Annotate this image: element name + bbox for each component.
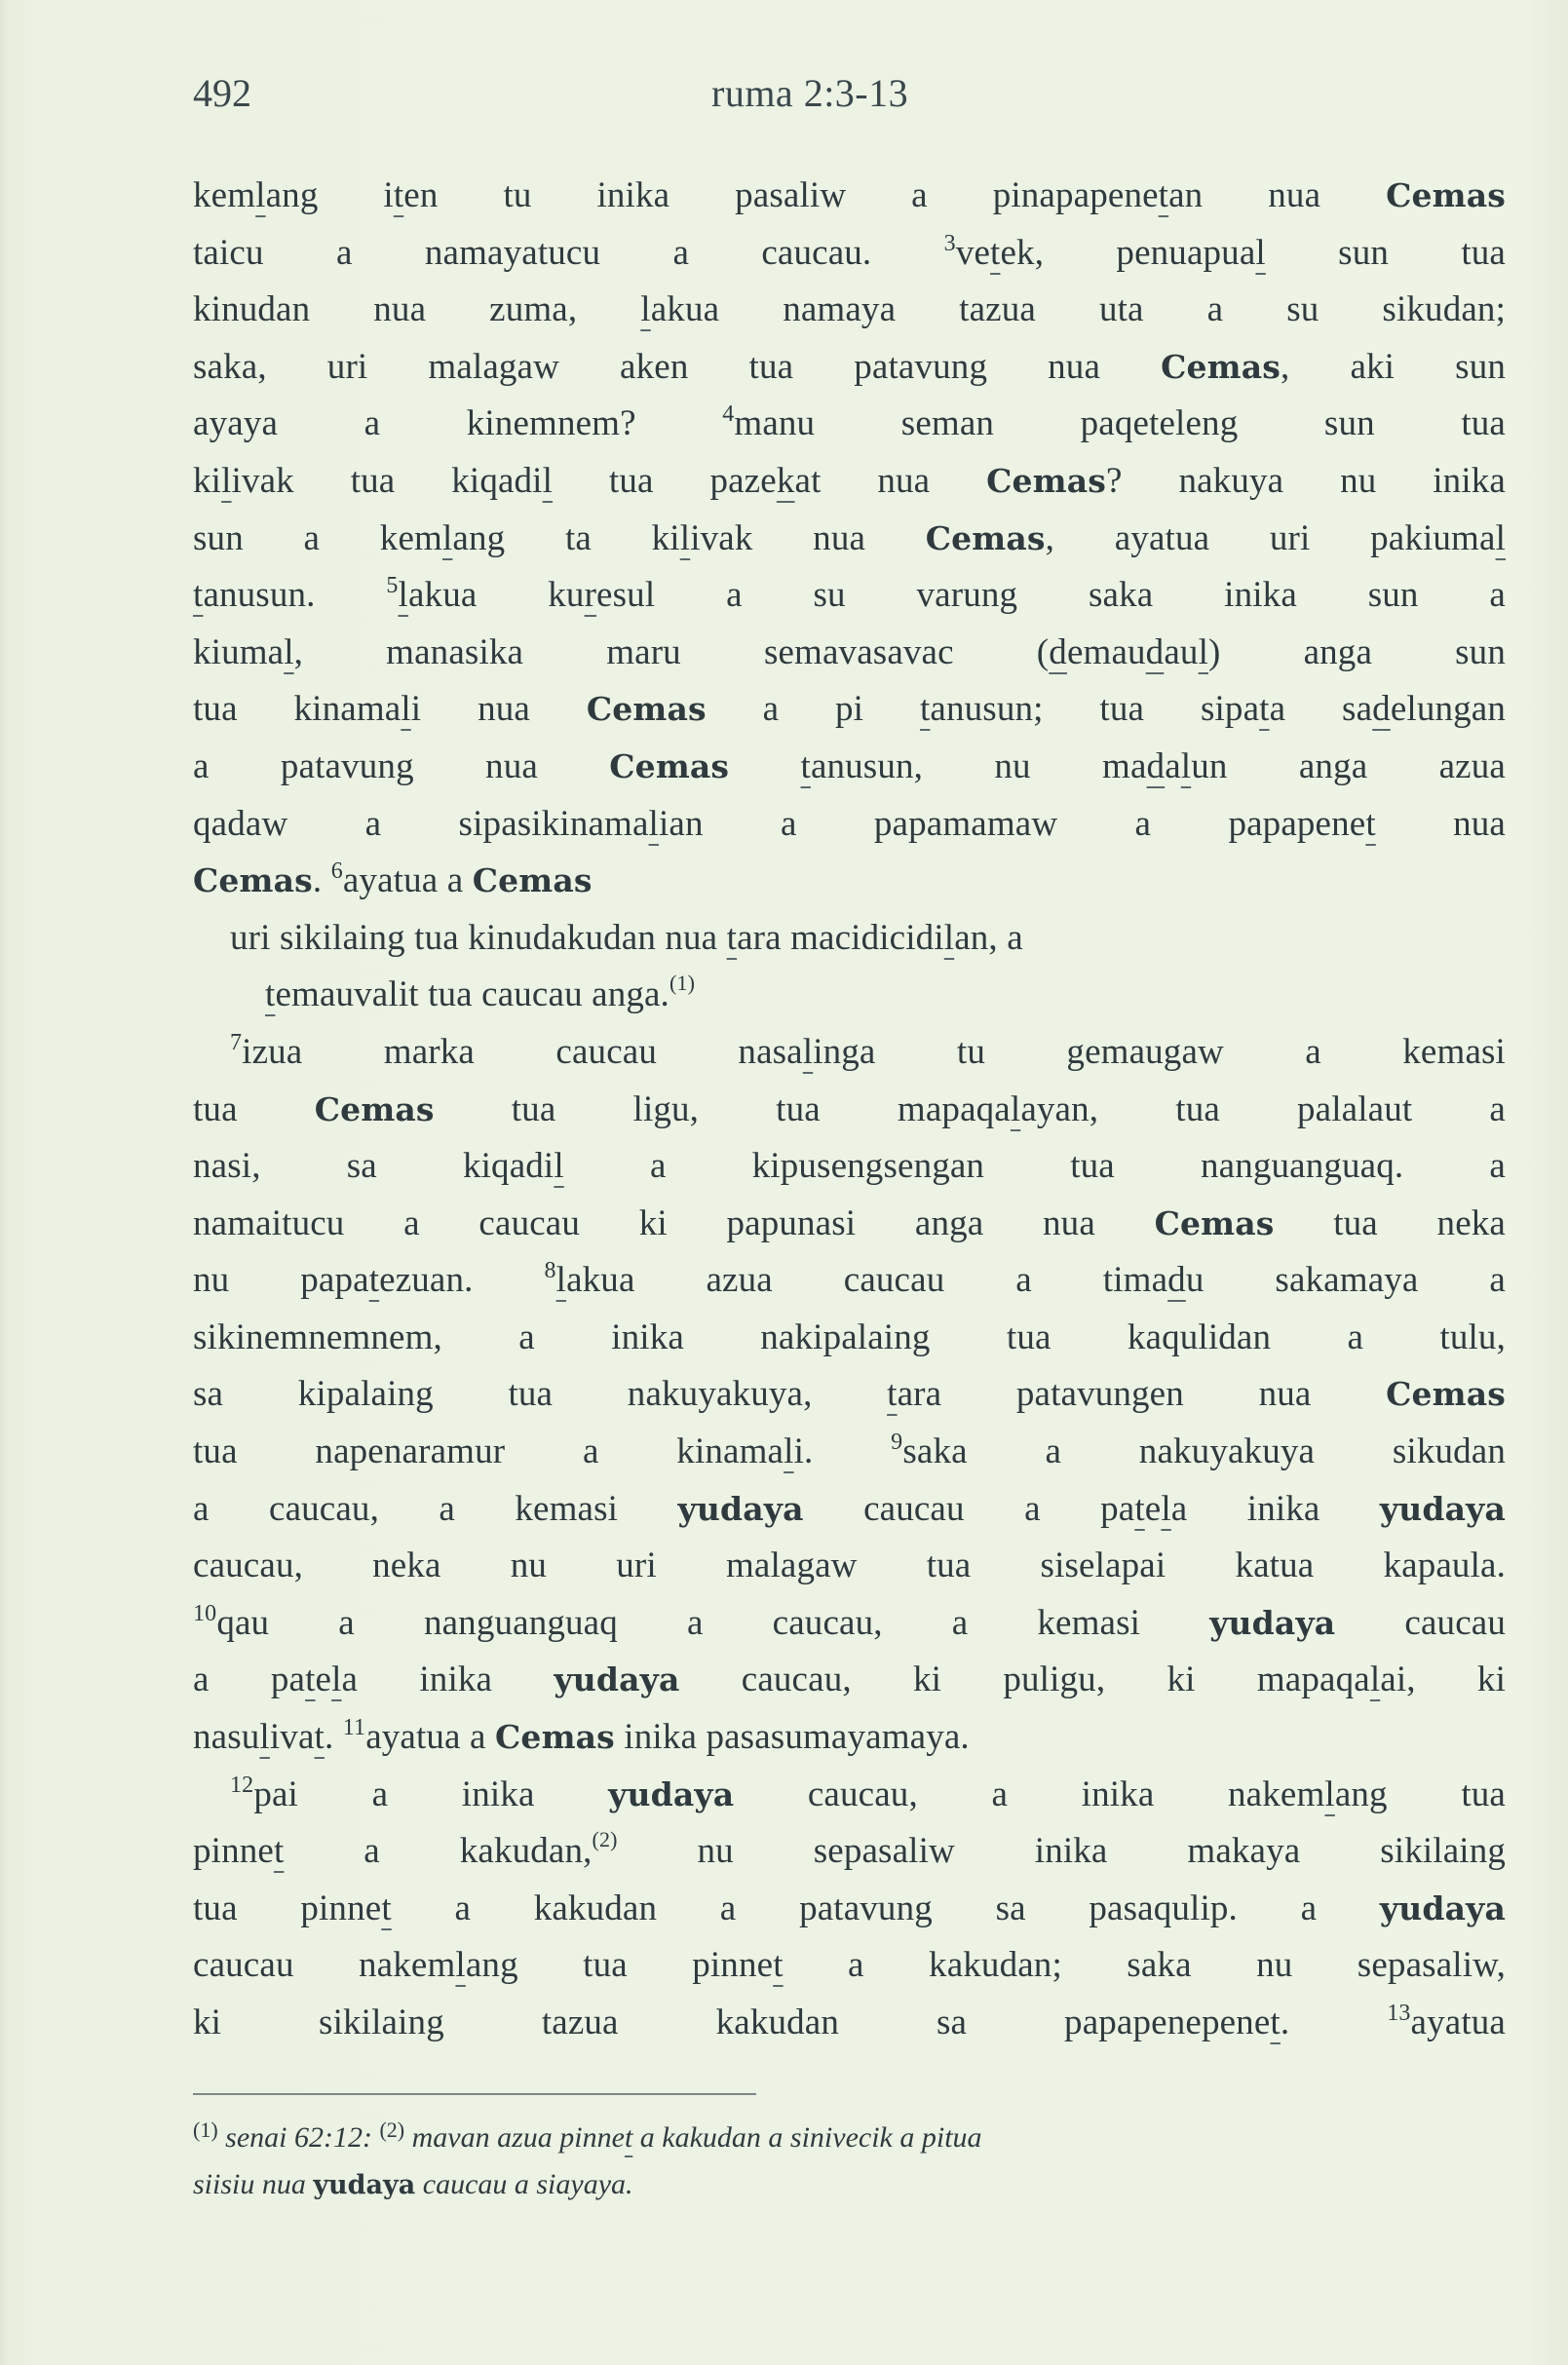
text-run: ivak nua — [690, 517, 926, 558]
text-run: ai, ki — [1380, 1659, 1507, 1700]
text-run: ve — [955, 232, 991, 273]
underlined-letter: l — [542, 460, 554, 501]
text-run: saka, uri malagaw aken tua patavung nua — [193, 346, 1162, 387]
text-line — [193, 910, 1506, 968]
verse-number: 11 — [342, 1715, 366, 1741]
underlined-letter: l — [784, 1431, 794, 1472]
verse-number: 4 — [722, 401, 735, 428]
text-line — [193, 1595, 1506, 1653]
footnote-marker: (2) — [592, 1827, 618, 1852]
underlined-letter: t — [990, 232, 1001, 273]
text-run: au — [1164, 631, 1199, 672]
underlined-letter: l — [802, 1031, 814, 1072]
underlined-letter: t — [381, 1888, 392, 1928]
text-run: a kakudan, — [284, 1831, 593, 1872]
bold-term: Cemas — [986, 461, 1107, 500]
underlined-letter: t — [1259, 689, 1270, 730]
text-run: manu seman paqeteleng sun tua — [734, 403, 1506, 444]
text-run: a kipusengsengan tua nanguanguaq. a — [563, 1146, 1507, 1187]
text-run: an, a — [954, 917, 1023, 958]
text-run: akua ku — [407, 575, 585, 616]
text-run: un anga azua — [1191, 745, 1506, 786]
text-run: a kakudan a patavung sa pasaqulip. a — [391, 1888, 1380, 1928]
text-line — [193, 168, 1506, 225]
text-run: kiuma — [193, 631, 285, 672]
verse-number: 8 — [544, 1258, 556, 1284]
bold-term: Cemas — [193, 861, 313, 900]
underlined-letter: t — [1158, 175, 1169, 215]
text-line — [193, 796, 1506, 854]
footnote-line — [193, 2115, 1506, 2161]
text-line — [193, 511, 1506, 568]
text-run: tua pinne — [193, 1888, 382, 1928]
underlined-letter: d — [1167, 1260, 1186, 1301]
footnote-marker: (2) — [379, 2117, 405, 2142]
page-number: 492 — [193, 71, 251, 115]
underlined-letter: k — [776, 460, 795, 501]
underlined-letter: t — [393, 175, 404, 215]
verse-number: 10 — [193, 1600, 217, 1626]
text-run: ek, penuapua — [1000, 232, 1256, 273]
text-line — [193, 1538, 1506, 1595]
text-run: ayaya a kinemnem? — [193, 403, 723, 444]
text-run: anusun; tua sipa — [930, 689, 1260, 730]
underlined-letter: t — [624, 2121, 633, 2154]
text-run: a kakudan a sinivecik a pitua — [632, 2121, 982, 2154]
text-run: caucau a siayaya. — [415, 2168, 633, 2200]
footnote-line — [193, 2161, 1506, 2208]
text-run: caucau, ki puligu, ki mapaqa — [679, 1659, 1370, 1700]
text-run: ayan, tua palalaut a — [1020, 1088, 1506, 1129]
text-line — [193, 1937, 1506, 1995]
text-line — [193, 396, 1506, 453]
text-line — [193, 1652, 1506, 1709]
footnote-rule — [193, 2093, 756, 2095]
text-run: ang tua — [1334, 1774, 1506, 1814]
text-line — [193, 1424, 1506, 1481]
verse-number: 3 — [943, 230, 956, 256]
text-run: tua napenaramur a kinama — [193, 1431, 784, 1472]
bold-term: yudaya — [313, 2170, 416, 2200]
text-run: a inika — [1170, 1488, 1380, 1529]
text-run: an nua — [1168, 175, 1387, 215]
bold-term: Cemas — [1386, 1375, 1506, 1414]
text-run: a sa — [1269, 689, 1373, 730]
text-run: nu sepasaliw inika makaya sikilaing — [617, 1831, 1507, 1872]
text-run: ang ta ki — [452, 517, 680, 558]
text-run: a pi — [706, 689, 920, 730]
text-run: akua azua caucau a tima — [566, 1260, 1168, 1301]
text-run: tua — [193, 1088, 315, 1129]
text-run: inga tu gemaugaw a kemasi — [813, 1031, 1506, 1072]
text-run: nasi, sa kiqadi — [193, 1146, 555, 1187]
verse-number: 5 — [386, 573, 399, 599]
underlined-letter: l — [221, 460, 232, 501]
underlined-letter: t — [193, 575, 204, 616]
text-run: e — [315, 1659, 332, 1700]
text-run: ayatua a — [365, 1717, 496, 1758]
text-run: pai a inika — [253, 1774, 609, 1814]
verse-number: 9 — [891, 1430, 903, 1456]
underlined-letter: l — [441, 517, 453, 558]
text-run: siisiu nua — [193, 2168, 314, 2200]
underlined-letter: d — [1372, 689, 1391, 730]
text-run: caucau, neka nu uri malagaw tua siselapai katua kapaula. — [193, 1545, 1506, 1586]
text-run: ezuan. — [379, 1260, 545, 1301]
text-run: , manasika maru semavasavac ( — [293, 631, 1050, 672]
underlined-letter: t — [800, 745, 811, 786]
text-run: sa kipalaing tua nakuyakuya, — [193, 1374, 888, 1415]
chapter-reference: ruma 2:3-13 — [711, 71, 909, 115]
text-run: senai 62:12: — [217, 2121, 380, 2154]
text-run: caucau nakem — [193, 1945, 456, 1986]
text-run: . — [312, 860, 331, 901]
verse-number: 7 — [230, 1029, 243, 1055]
text-run: e — [1144, 1488, 1162, 1529]
verse-number: 13 — [1387, 2001, 1411, 2026]
text-line — [193, 967, 1506, 1024]
text-run: sun a kem — [193, 517, 442, 558]
text-run: caucau — [1335, 1602, 1507, 1643]
text-run: mavan azua pinne — [404, 2121, 625, 2154]
bold-term: Cemas — [609, 746, 730, 785]
underlined-letter: l — [398, 575, 408, 616]
underlined-letter: r — [584, 575, 597, 616]
text-line — [193, 282, 1506, 339]
bold-term: Cemas — [314, 1089, 435, 1128]
text-run: ayatua a — [342, 860, 473, 901]
text-run: ayatua — [1410, 2003, 1506, 2042]
scripture-text — [193, 168, 1506, 2052]
text-run: caucau a pa — [803, 1488, 1135, 1529]
underlined-letter: l — [401, 689, 411, 730]
text-line — [193, 739, 1506, 796]
underlined-letter: t — [1365, 803, 1376, 844]
underlined-letter: t — [368, 1260, 380, 1301]
bold-term: Cemas — [1161, 347, 1281, 386]
bold-term: Cemas — [925, 518, 1046, 557]
text-run: ki — [193, 460, 222, 501]
underlined-letter: t — [265, 974, 276, 1015]
text-run: qadaw a sipasikinama — [193, 803, 649, 844]
underlined-letter: l — [284, 631, 294, 672]
underlined-letter: l — [255, 175, 266, 215]
text-run: tua paze — [553, 460, 777, 501]
text-run: emau — [1066, 631, 1146, 672]
bold-term: Cemas — [1386, 176, 1506, 214]
text-line — [193, 1138, 1506, 1196]
text-run: ? nakuya nu inika — [1106, 460, 1506, 501]
underlined-letter: d — [1049, 631, 1067, 672]
text-line — [193, 1252, 1506, 1310]
bold-term: yudaya — [1379, 1489, 1507, 1528]
bold-term: yudaya — [1209, 1603, 1336, 1642]
underlined-letter: t — [1270, 2003, 1281, 2042]
text-run: ang tua pinne — [465, 1945, 774, 1986]
text-line — [193, 225, 1506, 283]
underlined-letter: t — [726, 917, 738, 958]
underlined-letter: l — [679, 517, 691, 558]
verse-number: 12 — [230, 1772, 254, 1798]
text-line — [193, 625, 1506, 682]
footnotes — [193, 2115, 1506, 2208]
text-run: ang i — [265, 175, 394, 215]
text-run: ara macidicidi — [737, 917, 944, 958]
underlined-letter: d — [1146, 745, 1166, 786]
underlined-letter: t — [919, 689, 931, 730]
text-run: taicu a namayatucu a caucau. — [193, 232, 944, 273]
underlined-letter: l — [1255, 232, 1266, 273]
text-run: kinudan nua zuma, — [193, 289, 641, 330]
underlined-letter: l — [555, 1260, 567, 1301]
text-run: sikinemnemnem, a inika nakipalaing tua kaqulidan a tulu, — [193, 1316, 1506, 1357]
underlined-letter: l — [1324, 1774, 1335, 1814]
text-run: a — [1165, 745, 1181, 786]
text-run: saka a nakuyakuya sikudan — [902, 1431, 1506, 1472]
text-line — [193, 339, 1506, 397]
underlined-letter: l — [1198, 631, 1208, 672]
underlined-letter: l — [455, 1945, 466, 1986]
text-run: i. — [793, 1431, 892, 1472]
text-run: nu papa — [193, 1260, 369, 1301]
text-run: ) anga sun — [1208, 631, 1506, 672]
text-run: nasu — [193, 1717, 260, 1758]
text-line — [193, 1881, 1506, 1938]
underlined-letter: t — [273, 1831, 285, 1872]
bold-term: Cemas — [472, 861, 593, 900]
text-run: akua namaya tazua uta a su sikudan; — [650, 289, 1507, 330]
footnote-marker: (1) — [669, 971, 696, 996]
text-run: anusun. — [203, 575, 387, 616]
underlined-letter: t — [773, 1945, 784, 1986]
underlined-letter: t — [305, 1659, 316, 1700]
text-run: u sakamaya a — [1185, 1260, 1506, 1301]
running-head — [193, 70, 1506, 119]
bold-term: yudaya — [677, 1489, 804, 1528]
text-run: nua — [1375, 803, 1506, 844]
text-line — [193, 1366, 1506, 1424]
text-run: a caucau, a kemasi — [193, 1488, 678, 1529]
text-run: tua neka — [1274, 1202, 1506, 1243]
text-run: a inika — [341, 1659, 555, 1700]
text-run: a patavung nua — [193, 745, 610, 786]
text-run: tua kinama — [193, 689, 402, 730]
text-line — [193, 853, 1506, 910]
text-run: en tu inika pasaliw a pinapapene — [403, 175, 1159, 215]
underlined-letter: l — [1010, 1088, 1021, 1129]
underlined-letter: d — [1145, 631, 1165, 672]
text-run: a pa — [193, 1659, 306, 1700]
text-line — [193, 681, 1506, 739]
text-run: tua ligu, tua mapaqa — [434, 1088, 1011, 1129]
text-line — [193, 1196, 1506, 1253]
text-run: iva — [269, 1717, 315, 1758]
text-run: uri sikilaing tua kinudakudan nua — [230, 917, 727, 958]
text-line — [193, 1823, 1506, 1881]
text-run: , ayatua uri pakiuma — [1045, 517, 1496, 558]
text-run: emauvalit tua caucau anga. — [275, 974, 669, 1015]
underlined-letter: l — [1180, 745, 1192, 786]
text-run: a kakudan; saka nu sepasaliw, — [783, 1945, 1507, 1986]
text-line — [193, 1082, 1506, 1139]
text-run: qau a nanguanguaq a caucau, a kemasi — [216, 1602, 1210, 1643]
underlined-letter: t — [887, 1374, 898, 1415]
text-run: ivak tua kiqadi — [231, 460, 543, 501]
text-run: inika pasasumayamaya. — [614, 1717, 970, 1758]
text-line — [193, 1767, 1506, 1824]
text-run: . — [1280, 2003, 1388, 2042]
text-run: kem — [193, 175, 256, 215]
text-run: caucau, a inika nakem — [734, 1774, 1325, 1814]
bold-term: yudaya — [608, 1774, 735, 1813]
bold-term: Cemas — [495, 1718, 615, 1757]
text-run: ara patavungen nua — [897, 1374, 1387, 1415]
text-line — [193, 1310, 1506, 1367]
underlined-letter: l — [259, 1717, 270, 1758]
underlined-letter: l — [554, 1146, 564, 1187]
text-run: pinne — [193, 1831, 274, 1872]
underlined-letter: t — [314, 1717, 325, 1758]
underlined-letter: l — [1495, 517, 1507, 558]
bold-term: yudaya — [1379, 1888, 1507, 1927]
underlined-letter: l — [1161, 1488, 1171, 1529]
text-run: i nua — [410, 689, 587, 730]
underlined-letter: l — [331, 1659, 342, 1700]
underlined-letter: l — [943, 917, 955, 958]
text-run: . — [324, 1717, 343, 1758]
text-line — [193, 1709, 1506, 1767]
text-run: anusun, nu ma — [810, 745, 1147, 786]
text-run: sun tua — [1265, 232, 1506, 273]
underlined-letter: l — [648, 803, 659, 844]
text-line — [193, 1024, 1506, 1082]
text-line — [193, 1995, 1506, 2052]
text-run: , aki sun — [1280, 346, 1506, 387]
underlined-letter: t — [1134, 1488, 1145, 1529]
text-run: izua marka caucau nasa — [242, 1031, 803, 1072]
verse-number: 6 — [330, 858, 343, 885]
bold-term: Cemas — [586, 690, 707, 729]
text-line — [193, 567, 1506, 625]
text-line — [193, 453, 1506, 511]
text-run: elungan — [1390, 689, 1506, 730]
text-run: esul a su varung saka inika sun a — [596, 575, 1506, 616]
text-run: namaitucu a caucau ki papunasi anga nua — [193, 1202, 1155, 1243]
footnote-marker: (1) — [193, 2117, 218, 2142]
underlined-letter: l — [1369, 1659, 1381, 1700]
bold-term: Cemas — [1154, 1203, 1275, 1242]
text-run: at nua — [794, 460, 987, 501]
text-line — [193, 1481, 1506, 1539]
text-run: ian a papamamaw a papapene — [658, 803, 1366, 844]
text-run: ki sikilaing tazua kakudan sa papapenepene — [193, 2003, 1271, 2042]
bold-term: yudaya — [554, 1660, 680, 1699]
underlined-letter: l — [640, 289, 651, 330]
text-run — [729, 746, 800, 786]
